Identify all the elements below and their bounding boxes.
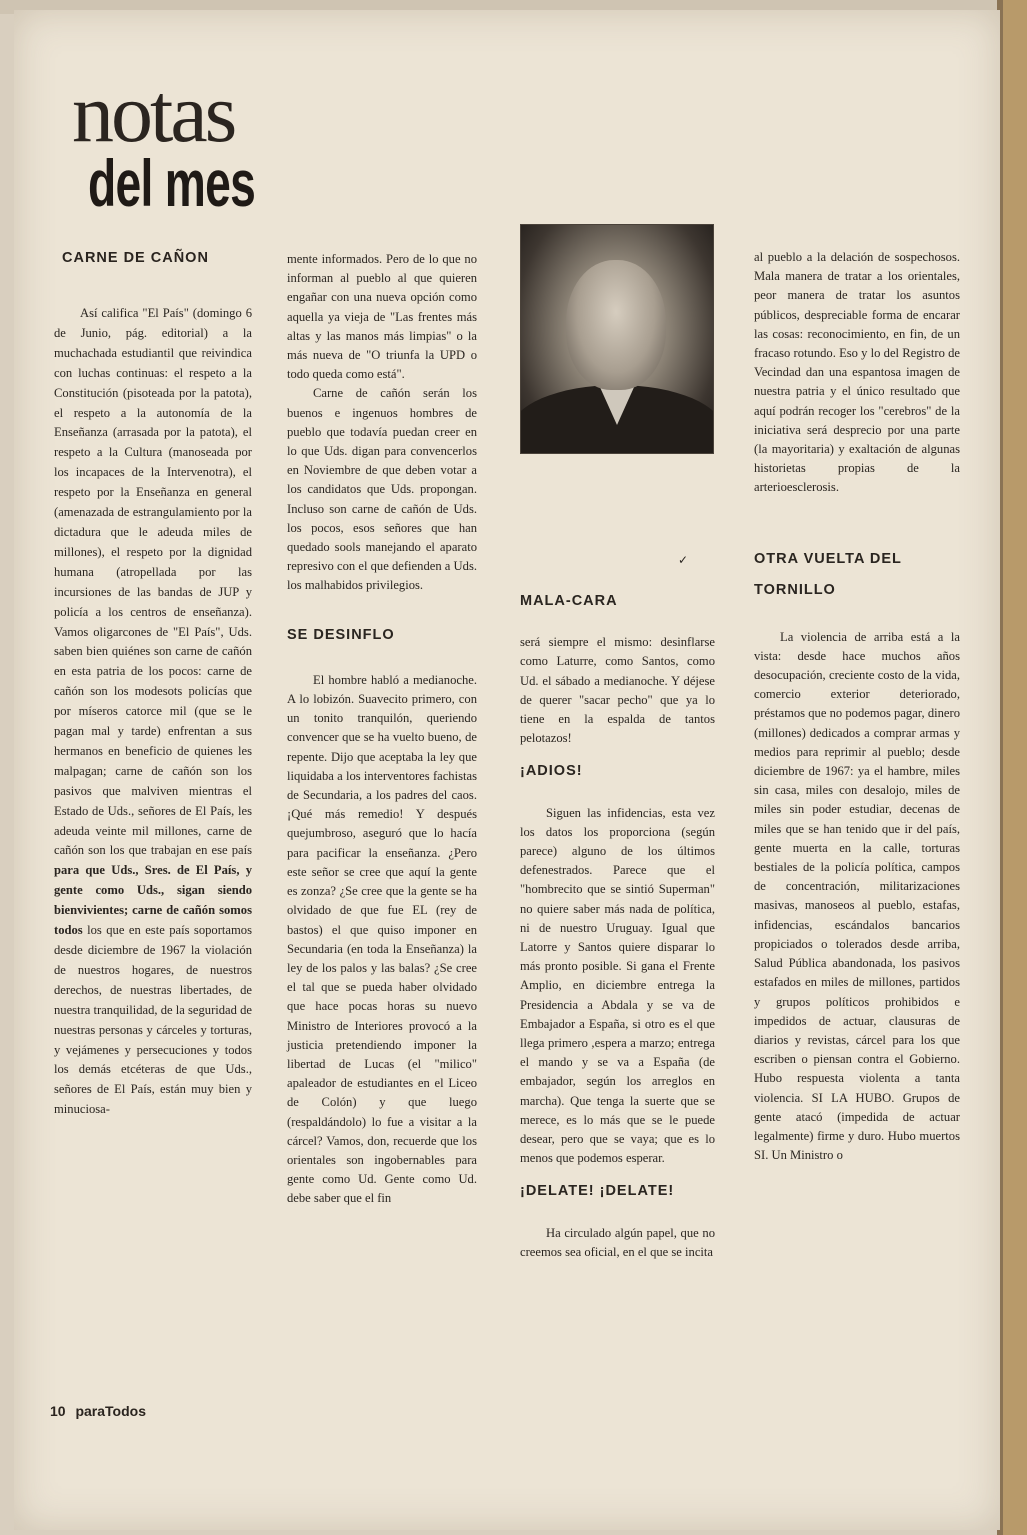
paragraph: Siguen las infidencias, esta vez los datos los proporciona (según parece) alguno de los últimos defenestrados. Parece que el "hombrecito que se sintió Superman" no quiere saber más nada de política, ni de nuestro Uruguay. Igual que Latorre y Santos quiere disparar lo más pronto posible. Si gana el Frente Amplio, en diciembre entrega la Presidencia a Abdala y se va de Embajador a España, si otro es el que llega primero ,espera a marzo; entrega el mando y se va a España (de embajador, según los arreglos en marcha). Que tenga la suerte que se merece, es lo más que se le puede desear, pero que se vaya; que es lo menos que podemos esperar.: [520, 805, 715, 1166]
heading-line: TORNILLO: [754, 581, 836, 598]
column-3: [520, 592, 715, 1262]
portrait-photo: [520, 224, 714, 454]
paragraph: mente informados. Pero de lo que no informan al pueblo al que quieren engañar con una nueva opción como aquella ya vieja de "Las frentes más altas y las manos más limpias" o la más nueva de "O triunfa la UPD o todo queda como está".: [287, 252, 477, 382]
page-number: 10: [50, 1403, 66, 1419]
photo-face: [566, 260, 666, 390]
paragraph: al pueblo a la delación de sospechosos. Mala manera de tratar a los orientales, peor manera de tratar los asuntos públicos, despreciable forma de encarar las cosas: reconocimiento, en fin, de un fracaso rotundo. Eso y lo del Registro de Vecindad dan una espantosa imagen de nuestra patria y el único resultado que aquí podrán recoger los "cerebros" de la iniciativa será desprecio por una parte (la mayoritaria) y exaltación de algunas historietas propias de la arterioesclerosis.: [754, 250, 960, 495]
page-footer: [50, 1403, 146, 1419]
column-4: [754, 248, 960, 1165]
column-1: [54, 304, 252, 1120]
paragraph: La violencia de arriba está a la vista: desde hace muchos años desocupación, creciente costo de la vida, comercio exterior deteriorado, préstamos que no podemos pagar, dinero (millones) dedicados a comprar armas y medios para reprimir al pueblo; desde diciembre de 1967: ya el hambre, miles sin casa, miles con desalojo, miles de miles sin poder estudiar, decenas de miles que se han tenido que ir del país, gente muerta en la calle, torturas bestiales de la policía política, campos de concentración, militarizaciones masivas, manoseos al pueblo, estafas, infidencias, escándalos bancarios propiciados o tolerados desde arriba, Salud Pública abandonada, los pasivos estafados en miles de millones, partidos y grupos políticos prohibidos e impedidos de actuar, clausuras de diarios y revistas, cárcel para los que escriben o piensan contra el Gobierno. Hubo respuesta violenta a tanta violencia. SI LA HUBO. Grupos de gente atacó (impedida de actuar legalmente) firme y duro. Hubo muertos SI. Un Ministro o: [754, 629, 960, 1163]
masthead-notas: notas: [72, 67, 235, 160]
binding-edge: [1003, 0, 1027, 1535]
bold-text-run: para que Uds., Sres. de El País, y gente como Uds., sigan siendo bienvivientes; carne de cañón somos todos: [54, 863, 252, 938]
check-mark: ✓: [678, 553, 689, 567]
heading-carne-de-canon: CARNE DE CAÑON: [62, 250, 209, 266]
column-2: [287, 250, 477, 1209]
heading-adios: ¡ADIOS!: [520, 763, 583, 780]
heading-delate: ¡DELATE! ¡DELATE!: [520, 1183, 675, 1200]
heading-line: OTRA VUELTA DEL: [754, 550, 902, 567]
text-run: Así califica "El País" (domingo 6 de Junio, pág. editorial) a la muchachada estudiantil que reivindica con luchas continuas: el respeto a la Constitución (pisoteada por la patota), el respeto a la autonomía de la Enseñanza (arrasada por la patota), el respeto a la Cultura (manoseada por los incapaces de la Intervenotra), el respeto por la Enseñanza en general (amenazada de estrangulamiento por la dictadura que le adeuda miles de millones), el respeto por la dignidad humana (atropellada por las incursiones de las bandas de JUP y policía a los centros de enseñanza). Vamos oligarcones de "El País", Uds. saben bien quiénes son carne de cañón en esta patria de los pocos: carne de cañón son los modesots policías que por míseros catorce mil (que se le pagan mal y tarde) enfrentan a sus hermanos en beneficio de quienes les malpagan; carne de cañón son los pasivos que malviven mientras el Estado de Uds., señores de El País, les adeuda veinte mil millones, carne de cañón son los que trabajan en ese país: [54, 306, 252, 858]
paragraph: Carne de cañón serán los buenos e ingenuos hombres de pueblo que todavía puedan creer en lo que Uds. digan para convencerlos en Noviembre de que deben votar a los candidatos que Uds. propongan. Incluso son carne de cañón de Uds. los pocos, esos señores que han quedado sools manejando el aparato represivo con el que defienden a Uds. los malhabidos privilegios.: [287, 386, 477, 593]
paragraph: Ha circulado algún papel, que no creemos sea oficial, en el que se incita: [520, 1225, 715, 1259]
paragraph: El hombre habló a medianoche. A lo lobizón. Suavecito primero, con un tonito tranquilón, queriendo convencer que se ha vuelto bueno, de repente. Dijo que aceptaba la ley que liquidaba a los interventores fachistas de Secundaria, a los padres del caos. ¡Qué más remedio! Y después quejumbroso, aseguró que lo hacía para pacificar la enseñanza. ¿Pero este señor se cree que aquí la gente es zonza? ¿Se cree que la gente se ha olvidado de que fue EL (rey de bastos) el que quiso imponer en Secundaria (en toda la Enseñanza) la ley de los palos y las balas? ¿Se cree el tal que se pueda haber olvidado que hace pocas horas su nuevo Ministro de Interiores provocó a la justicia pretendiendo imponer la libertad de Lucas (el "milico" apaleador de estudiantes en el Liceo de Colón) y que luego (respaldándolo) lo fue a visitar a la cárcel? Vamos, don, recuerde que los orientales son ingobernables para gente como Ud. Gente como Ud. debe saber que el fin: [287, 672, 477, 1206]
heading-otra-vuelta-del-tornillo: [754, 544, 960, 606]
magazine-name: paraTodos: [75, 1403, 146, 1419]
heading-se-desinflo: SE DESINFLO: [287, 626, 395, 643]
masthead-del-mes: del mes: [88, 146, 256, 220]
paragraph: será siempre el mismo: desinflarse como Laturre, como Santos, como Ud. el sábado a medianoche. Y déjese de querer "sacar pecho" que ya lo tiene en la espalda de tantos pelotazos!: [520, 635, 715, 746]
heading-mala-cara: MALA-CARA: [520, 593, 618, 609]
text-run: los que en este país soportamos desde diciembre de 1967 la violación de nuestros hogares, de nuestros derechos, de nuestras libertades, de nuestra tranquilidad, de la seguridad de nuestras personas y cárceles y torturas, y vejámenes y persecuciones y todos los demás etcéteras de que Uds., señores de El País, están muy bien y minuciosa-: [54, 923, 252, 1117]
paragraph: [54, 304, 252, 1120]
